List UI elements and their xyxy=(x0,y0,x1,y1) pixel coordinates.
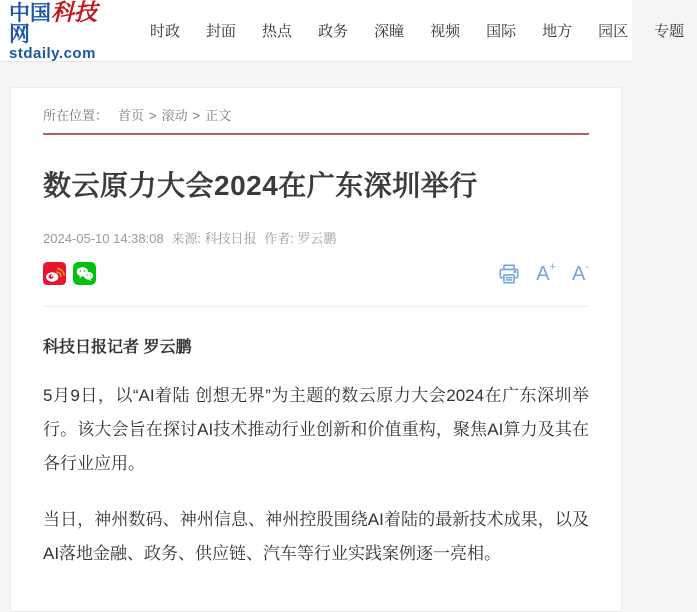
logo-cn-right: 网 xyxy=(9,22,30,46)
breadcrumb-home-link[interactable]: 首页 xyxy=(118,108,145,123)
print-icon[interactable] xyxy=(498,263,520,285)
logo-sci-calligraphy: 科技 xyxy=(51,0,97,26)
nav-item-zhuanti[interactable]: 专题 xyxy=(654,23,685,40)
site-logo-cn xyxy=(9,1,117,45)
article-card xyxy=(10,87,622,612)
nav-item-yuanqu[interactable]: 园区 xyxy=(598,23,629,40)
nav-item-redian[interactable]: 热点 xyxy=(262,23,293,40)
nav-item-difang[interactable]: 地方 xyxy=(542,23,573,40)
nav-item-shipin[interactable]: 视频 xyxy=(430,23,461,40)
breadcrumb-scroll-link[interactable]: 滚动 xyxy=(161,108,188,123)
article-meta xyxy=(43,228,589,247)
article-body xyxy=(43,334,589,571)
article-toolbar xyxy=(43,262,589,285)
site-header xyxy=(0,0,685,62)
nav-item-shizheng[interactable]: 时政 xyxy=(150,23,181,40)
breadcrumb-prefix: 所在位置： xyxy=(43,108,109,123)
logo-cn-left: 中国 xyxy=(9,1,51,25)
site-logo-domain: stdaily.com xyxy=(9,44,96,62)
article-author: 作者: 罗云鹏 xyxy=(264,231,337,246)
font-decrease-button[interactable]: A- xyxy=(571,260,589,285)
publish-time: 2024-05-10 14:38:08 xyxy=(43,231,164,246)
breadcrumb xyxy=(43,105,589,135)
weibo-share-icon[interactable] xyxy=(43,262,66,285)
plus-sign: + xyxy=(549,260,556,273)
breadcrumb-separator: > xyxy=(192,108,201,123)
minus-sign: - xyxy=(585,260,589,273)
nav-item-fengmian[interactable]: 封面 xyxy=(206,23,237,40)
site-logo[interactable] xyxy=(9,1,117,61)
nav-item-shentong[interactable]: 深瞳 xyxy=(374,23,405,40)
breadcrumb-separator: > xyxy=(149,108,157,123)
view-tools xyxy=(498,260,589,285)
reporter-byline: 科技日报记者 罗云鹏 xyxy=(43,339,192,356)
article-paragraph-1: 5月9日，以“AI着陆 创想无界”为主题的数云原力大会2024在广东深圳举行。该大会旨在探讨AI技术推动行业创新和价值重构，聚焦AI算力及其在各行业应用。 xyxy=(43,386,589,473)
article-divider xyxy=(43,306,589,307)
breadcrumb-current: 正文 xyxy=(205,108,232,123)
nav-item-guoji[interactable]: 国际 xyxy=(486,23,517,40)
article-source: 来源: 科技日报 xyxy=(171,231,257,246)
share-icons xyxy=(43,262,96,285)
wechat-share-icon[interactable] xyxy=(73,262,96,285)
article-title: 数云原力大会2024在广东深圳举行 xyxy=(43,170,478,201)
font-increase-button[interactable]: A+ xyxy=(536,260,556,285)
main-nav xyxy=(137,12,697,49)
article-paragraph-2: 当日，神州数码、神州信息、神州控股围绕AI着陆的最新技术成果，以及AI落地金融、政务、供应链、汽车等行业实践案例逐一亮相。 xyxy=(43,510,589,563)
nav-item-zhengwu[interactable]: 政务 xyxy=(318,23,349,40)
